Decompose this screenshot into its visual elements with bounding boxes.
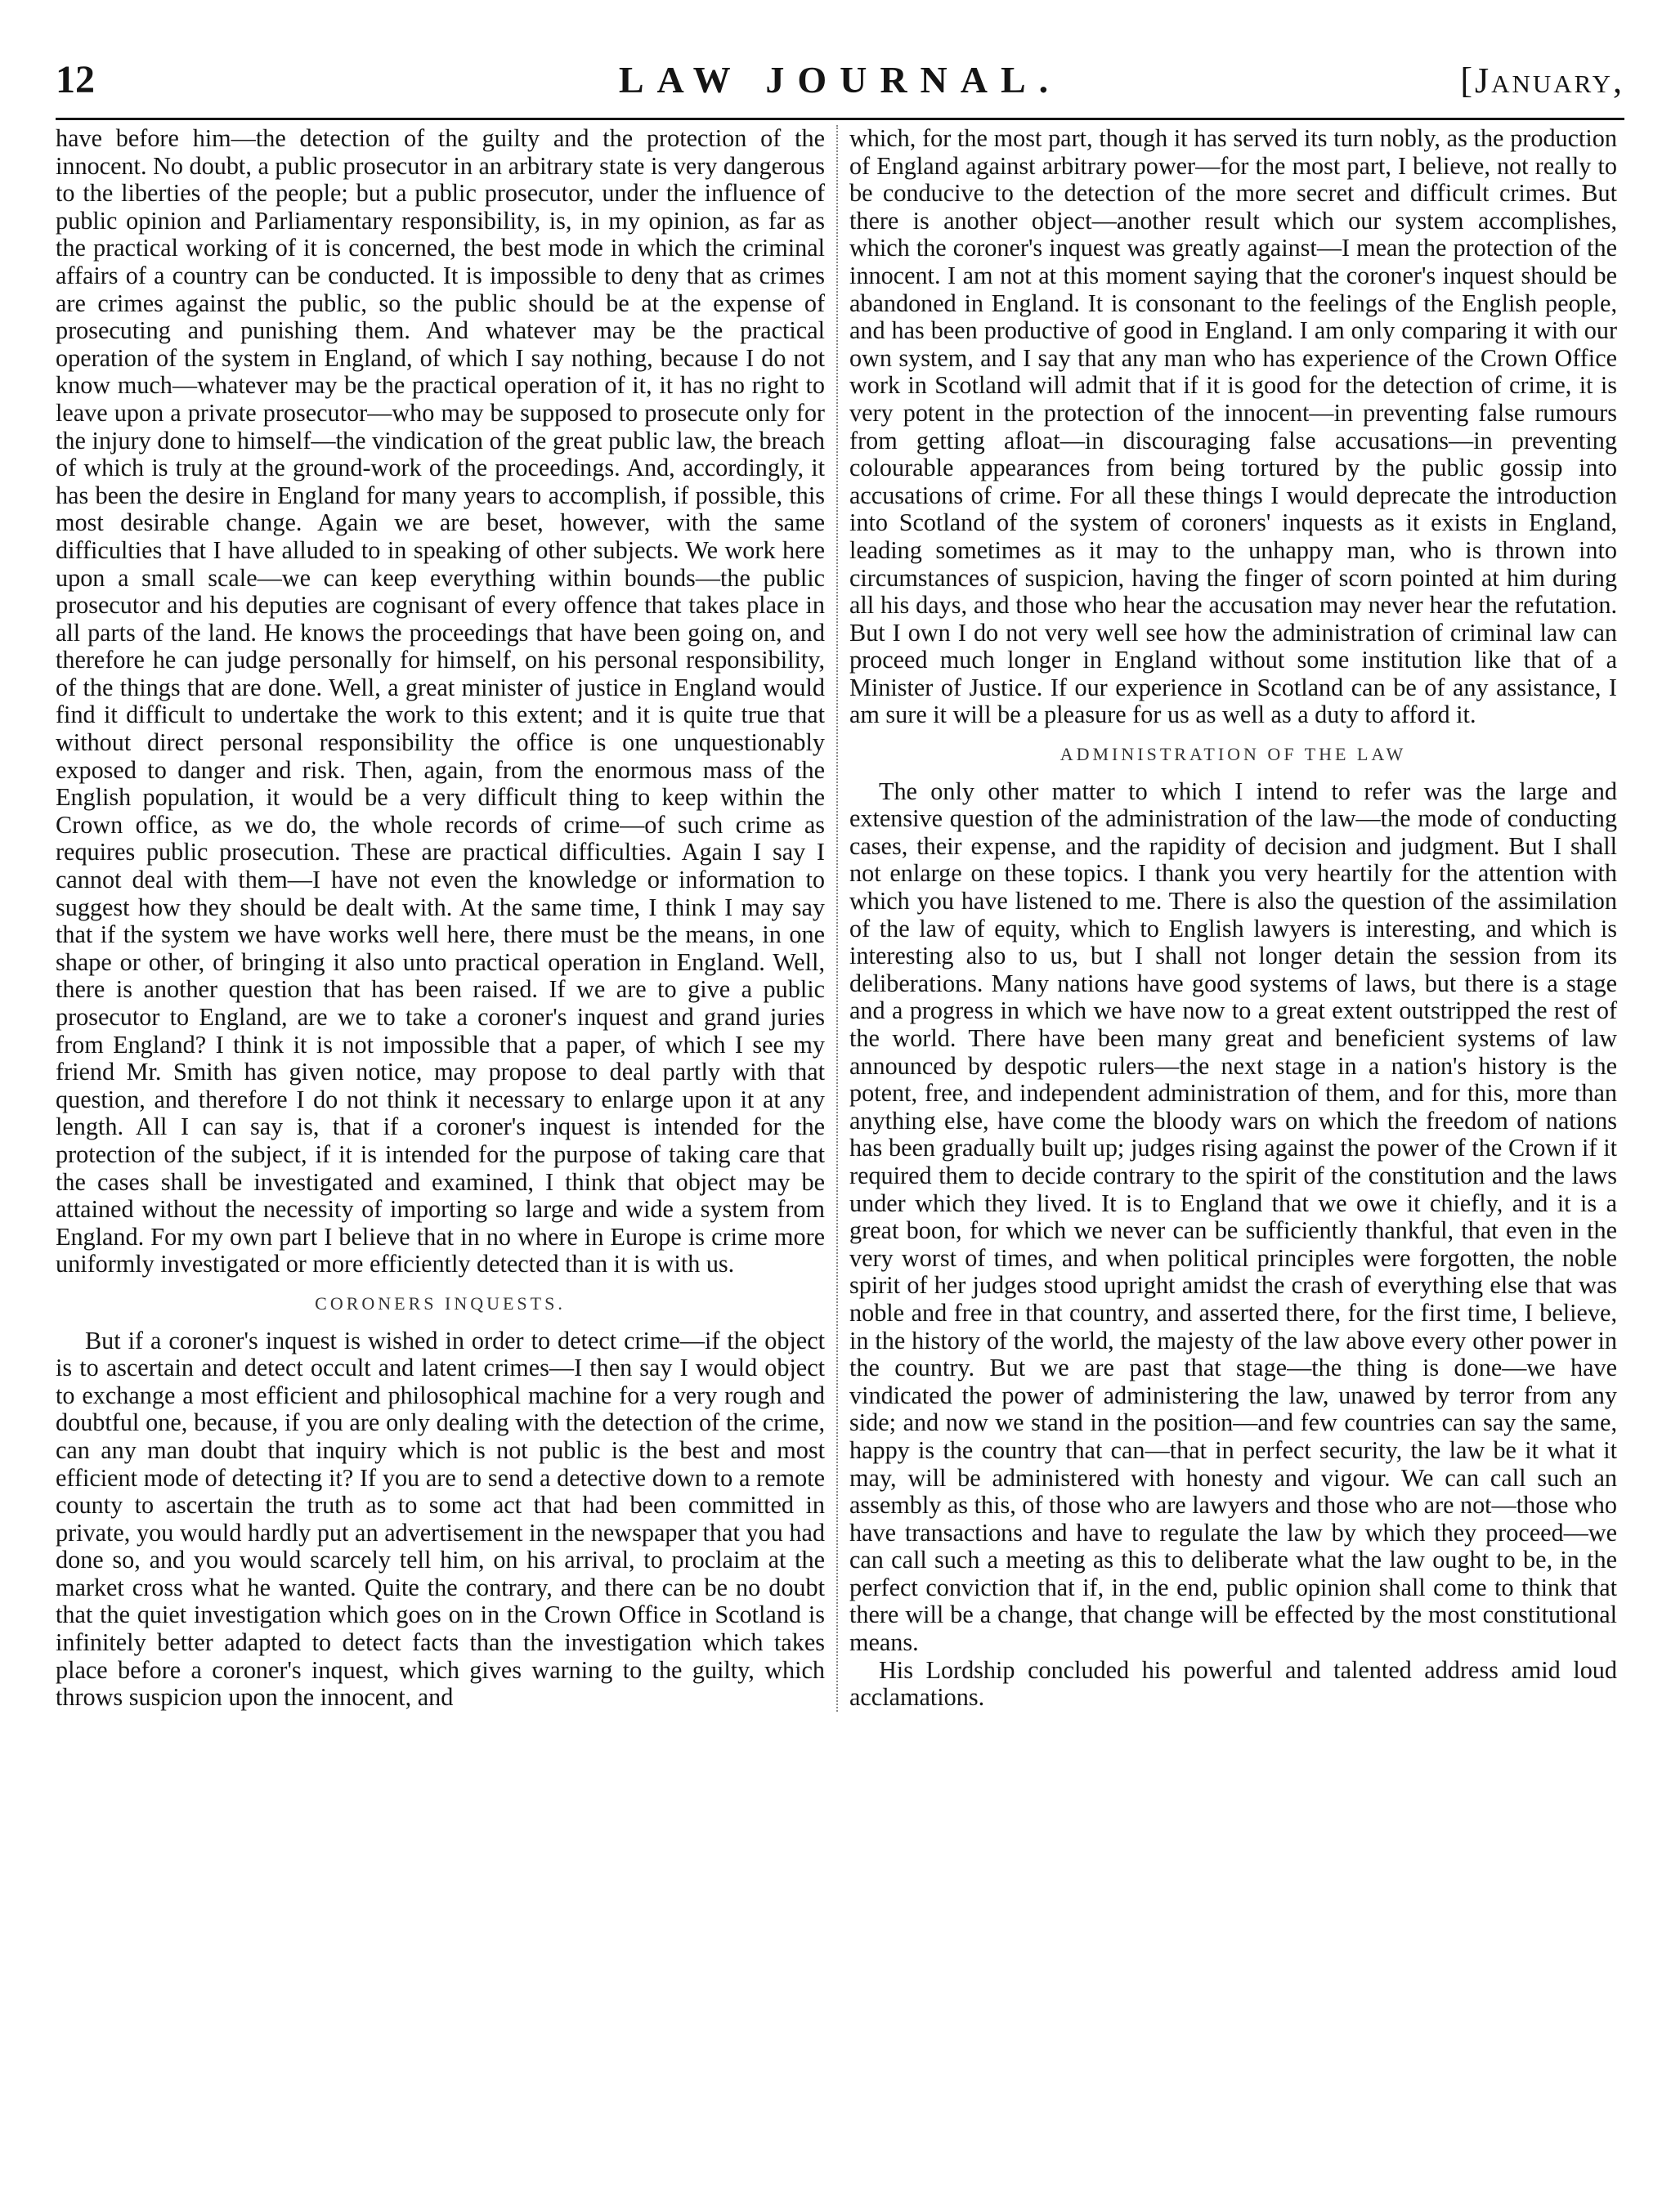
journal-title: LAW JOURNAL. <box>618 59 1062 101</box>
page-header <box>56 57 1624 120</box>
left-column <box>56 125 836 1712</box>
left-paragraph-1: have before him—the detection of the guilty and the protection of the innocent. No doubt, a public prosecutor in an arbitrary state is very dangerous to the liberties of the people; but a public prosecutor, under the influence of public opinion and Parliamentary responsibility, is, in my opinion, as far as the practical working of it is concerned, the best mode in which the criminal affairs of a country can be conducted. It is impossible to deny that as crimes are crimes against the public, so the public should be at the expense of prosecuting and punishing them. And whatever may be the practical operation of the system in England, of which I say nothing, because I do not know much—whatever may be the practical operation of it, it has no right to leave upon a private prosecutor—who may be supposed to prosecute only for the injury done to himself—the vindication of the great public law, the breach of which is truly at the ground-work of the proceedings. And, accordingly, it has been the desire in England for many years to accomplish, if possible, this most desirable change. Again we are beset, however, with the same difficulties that I have alluded to in speaking of other subjects. We work here upon a small scale—we can keep everything within bounds—the public prosecutor and his deputies are cognisant of every offence that takes place in all parts of the land. He knows the proceedings that have been going on, and therefore he can judge personally for himself, on his personal responsibility, of the things that are done. Well, a great minister of justice in England would find it difficult to undertake the work to this extent; and it is quite true that without direct personal responsibility the office is one unquestionably exposed to danger and risk. Then, again, from the enormous mass of the English population, it would be a very difficult thing to keep within the Crown office, as we do, the whole records of crime—of such crime as requires public prosecution. These are practical difficulties. Again I say I cannot deal with them—I have not even the knowledge or information to suggest how they should be dealt with. At the same time, I think I may say that if the system we have works well here, there must be the means, in one shape or other, of bringing it also unto practical operation in England. Well, there is another question that has been raised. If we are to give a public prosecutor to England, are we to take a coroner's inquest and grand juries from England? I think it is not impossible that a paper, of which I see my friend Mr. Smith has given notice, may propose to deal partly with that question, and therefore I do not think it necessary to enlarge upon it at any length. All I can say is, that if a coroner's inquest is intended for the protection of the subject, if it is intended for the purpose of taking care that the cases shall be investigated and examined, I think that object may be attained without the necessity of importing so large and wide a system from England. For my own part I believe that in no where in Europe is crime more uniformly investigated or more efficiently detected than it is with us. <box>56 124 825 1278</box>
right-paragraph-2: The only other matter to which I intend to refer was the large and extensive question of the administration of the law—the mode of conducting cases, their expense, and the rapidity of decision and judgment. But I shall not enlarge on these topics. I thank you very heartily for the attention with which you have listened to me. There is also the question of the assimilation of the law of equity, which to English lawyers is interesting, and which is interesting also to us, but I shall not longer detain the session from its deliberations. Many nations have good systems of laws, but there is a stage and a progress in which we have now to a great extent outstripped the rest of the world. There have been many great and beneficient systems of law announced by despotic rulers—the next stage in a nation's history is the potent, free, and independent administration of them, and for this, more than anything else, have come the bloody wars on which the freedom of nations has been gradually built up; judges rising against the power of the Crown if it required them to decide contrary to the spirit of the constitution and the laws under which they lived. It is to England that we owe it chiefly, and it is a great boon, for which we never can be sufficiently thankful, that even in the very worst of times, and when political principles were forgotten, the noble spirit of her judges stood upright amidst the crash of everything else that was noble and free in that country, and asserted there, for the first time, I believe, in the history of the world, the majesty of the law above every other power in the country. But we are past that stage—the thing is done—we have vindicated the power of administering the law, unawed by terror from any side; and now we stand in the position—and few countries can say the same, happy is the country that can—that in perfect security, the law be it what it may, will be administered with honesty and vigour. We can call such an assembly as this, of those who are lawyers and those who are not—those who have transactions and have to regulate the law by which they proceed—we can call such a meeting as this to deliberate what the law ought to be, in the perfect conviction that if, in the end, public opinion shall come to think that there will be a change, that change will be effected by the most constitutional means. <box>849 777 1617 1657</box>
section-heading-administration-of-law: ADMINISTRATION OF THE LAW <box>1060 744 1407 765</box>
text-columns <box>56 125 1624 1712</box>
page-number: 12 <box>56 58 95 101</box>
section-heading-coroners-inquests: CORONERS INQUESTS. <box>315 1292 566 1314</box>
right-paragraph-1: which, for the most part, though it has served its turn nobly, as the production of England against arbitrary power—for the most part, I believe, not really to be conducive to the detection of the more secret and difficult crimes. But there is another object—another result which our system accomplishes, which the coroner's inquest was greatly against—I mean the protection of the innocent. I am not at this moment saying that the coroner's inquest should be abandoned in England. It is consonant to the feelings of the English people, and has been productive of good in England. I am only comparing it with our own system, and I say that any man who has experience of the Crown Office work in Scotland will admit that if it is good for the detection of crime, it is very potent in the protection of the innocent—in preventing false rumours from getting afloat—in discouraging false accusations—in preventing colourable appearances from being tortured by the public gossip into accusations of crime. For all these things I would deprecate the introduction into Scotland of the system of coroners' inquests as it exists in England, leading sometimes as it may to the unhappy man, who is thrown into circumstances of suspicion, having the finger of scorn pointed at him during all his days, and those who hear the accusation may never hear the refutation. But I own I do not very well see how the administration of criminal law can proceed much longer in England without some institution like that of a Minister of Justice. If our experience in Scotland can be of any assistance, I am sure it will be a pleasure for us as well as a duty to afford it. <box>849 124 1617 729</box>
left-paragraph-2: But if a coroner's inquest is wished in order to detect crime—if the object is to ascertain and detect occult and latent crimes—I then say I would object to exchange a most efficient and philosophical machine for a very rough and doubtful one, because, if you are only dealing with the detection of the crime, can any man doubt that inquiry which is not public is the best and most efficient mode of detecting it? If you are to send a detective down to a remote county to ascertain the truth as to some act that had been committed in private, you would hardly put an advertisement in the newspaper that you had done so, and you would scarcely tell him, on his arrival, to proclaim at the market cross what he wanted. Quite the contrary, and there can be no doubt that the quiet investigation which goes on in the Crown Office in Scotland is infinitely better adapted to detect facts than the investigation which takes place before a coroner's inquest, which gives warning to the guilty, which throws suspicion upon the innocent, and <box>56 1326 825 1712</box>
right-column <box>836 125 1617 1712</box>
right-paragraph-3: His Lordship concluded his powerful and talented address amid loud acclamations. <box>849 1655 1617 1712</box>
issue-month: [January, <box>1460 60 1624 101</box>
